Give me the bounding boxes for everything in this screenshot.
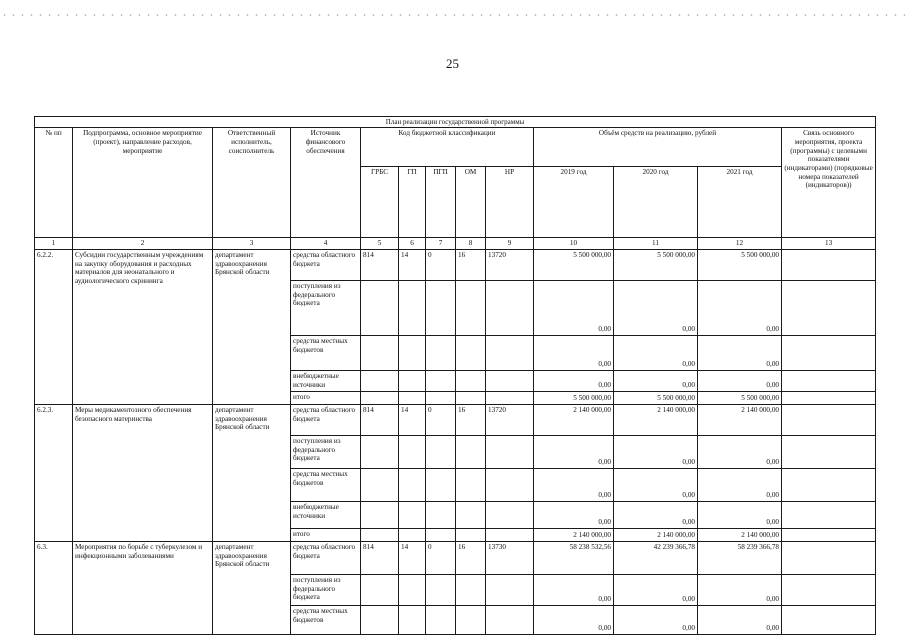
code-gp: [399, 281, 426, 336]
column-number: 3: [213, 238, 291, 250]
amount-2019: 2 140 000,00: [534, 405, 614, 436]
code-pgp: [426, 469, 456, 502]
code-gp: 14: [399, 250, 426, 281]
table-row: [35, 250, 876, 281]
amount-2020: 0,00: [614, 502, 698, 529]
code-np: [486, 502, 534, 529]
code-om: 16: [456, 405, 486, 436]
column-number: 8: [456, 238, 486, 250]
code-pgp: [426, 502, 456, 529]
column-number: 6: [399, 238, 426, 250]
amount-2020: 2 140 000,00: [614, 405, 698, 436]
item-executor: департамент здравоохранения Брянской области: [213, 405, 291, 542]
code-gp: 14: [399, 542, 426, 575]
code-np: 13720: [486, 405, 534, 436]
amount-2021: 0,00: [698, 281, 782, 336]
code-np: [486, 392, 534, 405]
item-name: Субсидии государственным учреждениям на закупку оборудования и расходных материалов для неонатального и аудиологического скрининга: [73, 250, 213, 405]
column-number: 12: [698, 238, 782, 250]
header-np: НР: [486, 167, 534, 238]
code-pgp: 0: [426, 250, 456, 281]
amount-2020: 5 500 000,00: [614, 392, 698, 405]
code-grbs: [361, 392, 399, 405]
header-volume: Объём средств на реализацию, рублей: [534, 128, 782, 167]
program-plan-table: [34, 116, 876, 635]
code-gp: [399, 336, 426, 371]
item-executor: департамент здравоохранения Брянской области: [213, 542, 291, 635]
header-2019: 2019 год: [534, 167, 614, 238]
code-om: [456, 502, 486, 529]
header-program: Подпрограмма, основное мероприятие (проект), направление расходов, мероприятие: [73, 128, 213, 238]
funding-source: средства областного бюджета: [291, 542, 361, 575]
header-grbs: ГРБС: [361, 167, 399, 238]
code-grbs: 814: [361, 542, 399, 575]
amount-2021: 2 140 000,00: [698, 405, 782, 436]
indicator-link: [782, 336, 876, 371]
table-row: [35, 542, 876, 575]
code-grbs: [361, 281, 399, 336]
funding-source: средства местных бюджетов: [291, 336, 361, 371]
amount-2021: 0,00: [698, 436, 782, 469]
header-executor: Ответственный исполнитель, соисполнитель: [213, 128, 291, 238]
funding-source: средства местных бюджетов: [291, 606, 361, 635]
indicator-link: [782, 250, 876, 281]
code-grbs: [361, 469, 399, 502]
amount-2021: 2 140 000,00: [698, 529, 782, 542]
code-np: [486, 606, 534, 635]
code-pgp: [426, 606, 456, 635]
funding-source: средства областного бюджета: [291, 405, 361, 436]
indicator-link: [782, 606, 876, 635]
code-om: [456, 371, 486, 392]
code-grbs: 814: [361, 250, 399, 281]
indicator-link: [782, 469, 876, 502]
code-om: 16: [456, 542, 486, 575]
funding-source: средства областного бюджета: [291, 250, 361, 281]
indicator-link: [782, 371, 876, 392]
code-grbs: [361, 606, 399, 635]
funding-source: поступления из федерального бюджета: [291, 575, 361, 606]
code-gp: [399, 371, 426, 392]
code-pgp: [426, 371, 456, 392]
code-np: [486, 469, 534, 502]
amount-2020: 0,00: [614, 606, 698, 635]
header-2020: 2020 год: [614, 167, 698, 238]
code-np: [486, 529, 534, 542]
indicator-link: [782, 281, 876, 336]
column-number: 13: [782, 238, 876, 250]
code-np: [486, 281, 534, 336]
code-pgp: 0: [426, 405, 456, 436]
amount-2021: 58 239 366,78: [698, 542, 782, 575]
amount-2020: 0,00: [614, 336, 698, 371]
amount-2019: 0,00: [534, 436, 614, 469]
code-pgp: [426, 392, 456, 405]
code-pgp: [426, 436, 456, 469]
indicator-link: [782, 575, 876, 606]
code-grbs: [361, 575, 399, 606]
column-number: 4: [291, 238, 361, 250]
amount-2020: 0,00: [614, 371, 698, 392]
code-grbs: [361, 336, 399, 371]
code-pgp: [426, 529, 456, 542]
amount-2020: 0,00: [614, 436, 698, 469]
amount-2021: 0,00: [698, 469, 782, 502]
code-gp: [399, 502, 426, 529]
funding-source: поступления из федерального бюджета: [291, 281, 361, 336]
column-number: 7: [426, 238, 456, 250]
indicator-link: [782, 436, 876, 469]
code-pgp: [426, 336, 456, 371]
amount-2019: 0,00: [534, 469, 614, 502]
amount-2021: 0,00: [698, 575, 782, 606]
code-pgp: [426, 575, 456, 606]
indicator-link: [782, 392, 876, 405]
code-pgp: 0: [426, 542, 456, 575]
header-num: № пп: [35, 128, 73, 238]
header-budget-code: Код бюджетной классификации: [361, 128, 534, 167]
code-np: [486, 371, 534, 392]
amount-2020: 42 239 366,78: [614, 542, 698, 575]
item-name: Меры медикаментозного обеспечения безопасного материнства: [73, 405, 213, 542]
item-name: Мероприятия по борьбе с туберкулезом и инфекционными заболеваниями: [73, 542, 213, 635]
header-source: Источник финансового обеспечения: [291, 128, 361, 238]
column-number: 11: [614, 238, 698, 250]
code-np: 13730: [486, 542, 534, 575]
amount-2019: 5 500 000,00: [534, 392, 614, 405]
table-title: План реализации государственной программы: [35, 117, 876, 128]
code-np: [486, 336, 534, 371]
header-om: ОМ: [456, 167, 486, 238]
code-om: [456, 436, 486, 469]
code-grbs: [361, 502, 399, 529]
code-gp: [399, 436, 426, 469]
funding-source: итого: [291, 529, 361, 542]
code-grbs: 814: [361, 405, 399, 436]
funding-source: поступления из федерального бюджета: [291, 436, 361, 469]
amount-2019: 0,00: [534, 371, 614, 392]
code-gp: 14: [399, 405, 426, 436]
indicator-link: [782, 405, 876, 436]
amount-2020: 2 140 000,00: [614, 529, 698, 542]
code-np: [486, 575, 534, 606]
item-number: 6.2.3.: [35, 405, 73, 542]
code-om: [456, 469, 486, 502]
table-body: [35, 250, 876, 635]
column-number: 10: [534, 238, 614, 250]
header-link: Связь основного мероприятия, проекта (программы) с целевыми показателями (индикаторами) (порядковые номера показателей (индикаторов)): [782, 128, 876, 238]
amount-2020: 5 500 000,00: [614, 250, 698, 281]
item-executor: департамент здравоохранения Брянской области: [213, 250, 291, 405]
code-om: [456, 575, 486, 606]
amount-2019: 0,00: [534, 606, 614, 635]
amount-2021: 0,00: [698, 502, 782, 529]
indicator-link: [782, 529, 876, 542]
header-gp: ГП: [399, 167, 426, 238]
header-pgp: ПГП: [426, 167, 456, 238]
code-gp: [399, 606, 426, 635]
header-2021: 2021 год: [698, 167, 782, 238]
code-np: 13720: [486, 250, 534, 281]
code-np: [486, 436, 534, 469]
amount-2021: 5 500 000,00: [698, 392, 782, 405]
code-om: [456, 281, 486, 336]
indicator-link: [782, 542, 876, 575]
amount-2020: 0,00: [614, 281, 698, 336]
amount-2019: 0,00: [534, 336, 614, 371]
amount-2019: 5 500 000,00: [534, 250, 614, 281]
code-om: [456, 392, 486, 405]
amount-2021: 0,00: [698, 336, 782, 371]
code-pgp: [426, 281, 456, 336]
column-number-row: [35, 238, 876, 250]
code-grbs: [361, 371, 399, 392]
amount-2019: 0,00: [534, 502, 614, 529]
code-om: [456, 606, 486, 635]
code-grbs: [361, 436, 399, 469]
code-grbs: [361, 529, 399, 542]
amount-2020: 0,00: [614, 469, 698, 502]
amount-2019: 0,00: [534, 281, 614, 336]
column-number: 1: [35, 238, 73, 250]
amount-2019: 0,00: [534, 575, 614, 606]
table-row: [35, 405, 876, 436]
amount-2021: 0,00: [698, 371, 782, 392]
indicator-link: [782, 502, 876, 529]
scan-dotted-edge: [0, 12, 905, 18]
code-om: 16: [456, 250, 486, 281]
amount-2020: 0,00: [614, 575, 698, 606]
code-gp: [399, 575, 426, 606]
funding-source: внебюджетные источники: [291, 502, 361, 529]
funding-source: внебюджетные источники: [291, 371, 361, 392]
code-gp: [399, 529, 426, 542]
amount-2021: 5 500 000,00: [698, 250, 782, 281]
amount-2019: 2 140 000,00: [534, 529, 614, 542]
column-number: 2: [73, 238, 213, 250]
page-number: 25: [446, 56, 459, 71]
code-om: [456, 336, 486, 371]
amount-2019: 58 238 532,56: [534, 542, 614, 575]
item-number: 6.3.: [35, 542, 73, 635]
column-number: 5: [361, 238, 399, 250]
column-number: 9: [486, 238, 534, 250]
code-gp: [399, 469, 426, 502]
funding-source: итого: [291, 392, 361, 405]
funding-source: средства местных бюджетов: [291, 469, 361, 502]
item-number: 6.2.2.: [35, 250, 73, 405]
amount-2021: 0,00: [698, 606, 782, 635]
code-gp: [399, 392, 426, 405]
code-om: [456, 529, 486, 542]
